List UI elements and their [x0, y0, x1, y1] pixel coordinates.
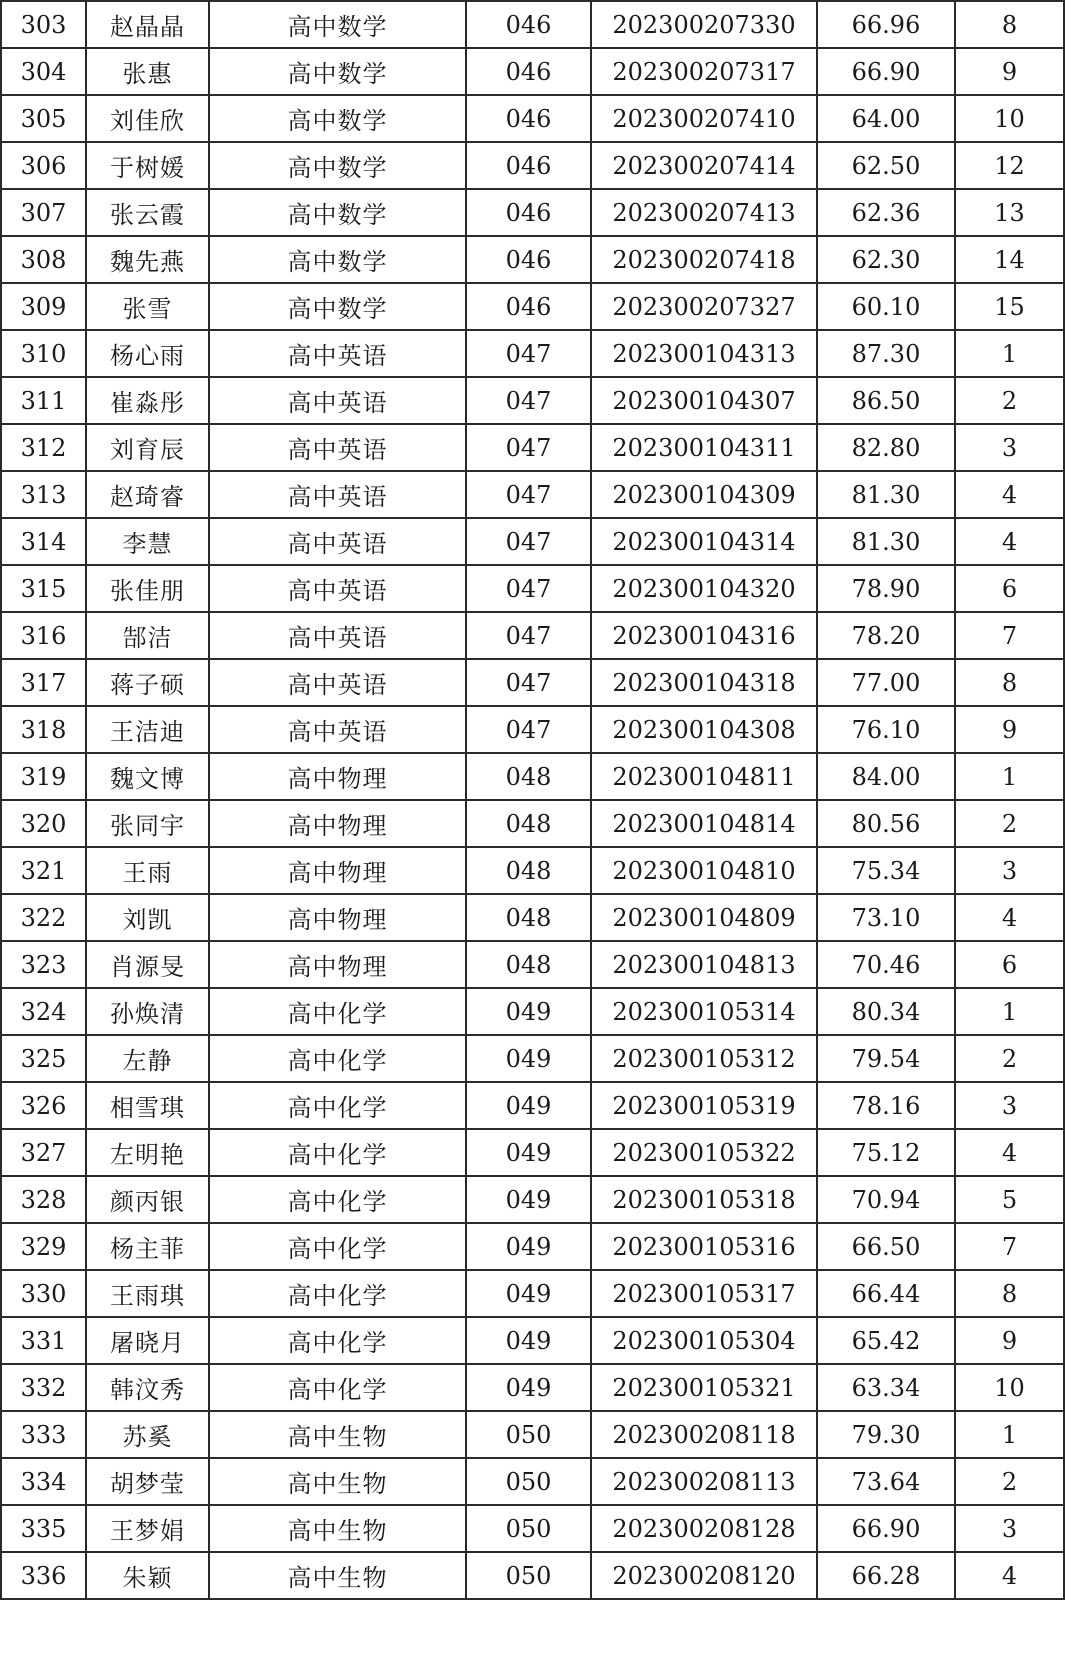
rank-cell: 8	[955, 659, 1064, 706]
candidate-name-cell: 于树媛	[86, 142, 209, 189]
rank-cell: 3	[955, 1505, 1064, 1552]
subject-cell: 高中英语	[209, 612, 466, 659]
row-number-cell: 311	[1, 377, 86, 424]
subject-cell: 高中化学	[209, 1082, 466, 1129]
post-code-cell: 047	[466, 518, 591, 565]
post-code-cell: 049	[466, 1035, 591, 1082]
score-cell: 66.50	[817, 1223, 955, 1270]
table-row	[1, 753, 1064, 800]
post-code-cell: 050	[466, 1505, 591, 1552]
exam-number-cell: 202300104811	[591, 753, 817, 800]
subject-cell: 高中化学	[209, 1129, 466, 1176]
post-code-cell: 046	[466, 189, 591, 236]
table-row	[1, 1411, 1064, 1458]
post-code-cell: 046	[466, 95, 591, 142]
rank-cell: 14	[955, 236, 1064, 283]
post-code-cell: 048	[466, 800, 591, 847]
exam-number-cell: 202300208128	[591, 1505, 817, 1552]
candidate-name-cell: 魏文博	[86, 753, 209, 800]
table-row	[1, 659, 1064, 706]
rank-cell: 4	[955, 894, 1064, 941]
table-row	[1, 800, 1064, 847]
post-code-cell: 047	[466, 612, 591, 659]
score-cell: 65.42	[817, 1317, 955, 1364]
row-number-cell: 318	[1, 706, 86, 753]
post-code-cell: 048	[466, 894, 591, 941]
exam-number-cell: 202300207410	[591, 95, 817, 142]
score-cell: 66.44	[817, 1270, 955, 1317]
score-cell: 78.20	[817, 612, 955, 659]
post-code-cell: 046	[466, 142, 591, 189]
exam-number-cell: 202300104308	[591, 706, 817, 753]
subject-cell: 高中英语	[209, 330, 466, 377]
post-code-cell: 049	[466, 988, 591, 1035]
exam-number-cell: 202300104810	[591, 847, 817, 894]
exam-number-cell: 202300105312	[591, 1035, 817, 1082]
candidate-name-cell: 张惠	[86, 48, 209, 95]
table-row	[1, 847, 1064, 894]
subject-cell: 高中化学	[209, 988, 466, 1035]
score-cell: 80.56	[817, 800, 955, 847]
candidate-name-cell: 杨心雨	[86, 330, 209, 377]
table-row	[1, 1, 1064, 48]
rank-cell: 2	[955, 1458, 1064, 1505]
table-row	[1, 1035, 1064, 1082]
exam-number-cell: 202300105316	[591, 1223, 817, 1270]
rank-cell: 3	[955, 847, 1064, 894]
post-code-cell: 047	[466, 330, 591, 377]
row-number-cell: 307	[1, 189, 86, 236]
subject-cell: 高中英语	[209, 565, 466, 612]
exam-number-cell: 202300104316	[591, 612, 817, 659]
post-code-cell: 047	[466, 565, 591, 612]
post-code-cell: 046	[466, 283, 591, 330]
score-cell: 66.28	[817, 1552, 955, 1599]
score-cell: 82.80	[817, 424, 955, 471]
rank-cell: 1	[955, 988, 1064, 1035]
exam-number-cell: 202300104307	[591, 377, 817, 424]
exam-number-cell: 202300104311	[591, 424, 817, 471]
candidate-name-cell: 胡梦莹	[86, 1458, 209, 1505]
table-row	[1, 894, 1064, 941]
rank-cell: 10	[955, 1364, 1064, 1411]
rank-cell: 8	[955, 1270, 1064, 1317]
rank-cell: 7	[955, 612, 1064, 659]
post-code-cell: 047	[466, 424, 591, 471]
score-cell: 75.34	[817, 847, 955, 894]
candidate-name-cell: 刘佳欣	[86, 95, 209, 142]
candidate-name-cell: 张雪	[86, 283, 209, 330]
row-number-cell: 304	[1, 48, 86, 95]
row-number-cell: 332	[1, 1364, 86, 1411]
score-cell: 78.16	[817, 1082, 955, 1129]
post-code-cell: 047	[466, 377, 591, 424]
row-number-cell: 331	[1, 1317, 86, 1364]
score-cell: 73.64	[817, 1458, 955, 1505]
rank-cell: 5	[955, 1176, 1064, 1223]
post-code-cell: 049	[466, 1082, 591, 1129]
exam-number-cell: 202300104814	[591, 800, 817, 847]
exam-number-cell: 202300104309	[591, 471, 817, 518]
subject-cell: 高中数学	[209, 283, 466, 330]
table-row	[1, 565, 1064, 612]
table-row	[1, 471, 1064, 518]
subject-cell: 高中数学	[209, 189, 466, 236]
score-cell: 63.34	[817, 1364, 955, 1411]
subject-cell: 高中数学	[209, 95, 466, 142]
rank-cell: 3	[955, 424, 1064, 471]
row-number-cell: 324	[1, 988, 86, 1035]
exam-number-cell: 202300207413	[591, 189, 817, 236]
row-number-cell: 322	[1, 894, 86, 941]
candidate-name-cell: 蒋子硕	[86, 659, 209, 706]
exam-number-cell: 202300105321	[591, 1364, 817, 1411]
table-row	[1, 424, 1064, 471]
rank-cell: 13	[955, 189, 1064, 236]
candidate-name-cell: 张佳朋	[86, 565, 209, 612]
row-number-cell: 317	[1, 659, 86, 706]
post-code-cell: 046	[466, 236, 591, 283]
exam-number-cell: 202300208118	[591, 1411, 817, 1458]
exam-number-cell: 202300104320	[591, 565, 817, 612]
rank-cell: 7	[955, 1223, 1064, 1270]
subject-cell: 高中数学	[209, 236, 466, 283]
post-code-cell: 049	[466, 1176, 591, 1223]
rank-cell: 4	[955, 1552, 1064, 1599]
exam-number-cell: 202300105304	[591, 1317, 817, 1364]
exam-number-cell: 202300104314	[591, 518, 817, 565]
candidate-name-cell: 相雪琪	[86, 1082, 209, 1129]
candidate-name-cell: 刘凯	[86, 894, 209, 941]
candidate-name-cell: 李慧	[86, 518, 209, 565]
post-code-cell: 049	[466, 1129, 591, 1176]
candidate-name-cell: 魏先燕	[86, 236, 209, 283]
row-number-cell: 313	[1, 471, 86, 518]
exam-number-cell: 202300207317	[591, 48, 817, 95]
score-cell: 76.10	[817, 706, 955, 753]
subject-cell: 高中英语	[209, 471, 466, 518]
post-code-cell: 046	[466, 48, 591, 95]
rank-cell: 1	[955, 1411, 1064, 1458]
subject-cell: 高中生物	[209, 1458, 466, 1505]
row-number-cell: 333	[1, 1411, 86, 1458]
rank-cell: 4	[955, 1129, 1064, 1176]
candidate-name-cell: 王洁迪	[86, 706, 209, 753]
row-number-cell: 315	[1, 565, 86, 612]
row-number-cell: 329	[1, 1223, 86, 1270]
results-table-body	[1, 1, 1064, 1599]
candidate-name-cell: 郜洁	[86, 612, 209, 659]
score-cell: 77.00	[817, 659, 955, 706]
subject-cell: 高中物理	[209, 894, 466, 941]
post-code-cell: 046	[466, 1, 591, 48]
exam-number-cell: 202300105314	[591, 988, 817, 1035]
subject-cell: 高中化学	[209, 1035, 466, 1082]
candidate-name-cell: 张云霞	[86, 189, 209, 236]
table-row	[1, 236, 1064, 283]
table-row	[1, 283, 1064, 330]
candidate-name-cell: 刘育辰	[86, 424, 209, 471]
row-number-cell: 303	[1, 1, 86, 48]
rank-cell: 3	[955, 1082, 1064, 1129]
row-number-cell: 310	[1, 330, 86, 377]
row-number-cell: 319	[1, 753, 86, 800]
subject-cell: 高中英语	[209, 377, 466, 424]
score-cell: 62.36	[817, 189, 955, 236]
table-row	[1, 1270, 1064, 1317]
row-number-cell: 335	[1, 1505, 86, 1552]
score-cell: 87.30	[817, 330, 955, 377]
rank-cell: 2	[955, 377, 1064, 424]
exam-number-cell: 202300104318	[591, 659, 817, 706]
rank-cell: 9	[955, 1317, 1064, 1364]
rank-cell: 9	[955, 48, 1064, 95]
candidate-name-cell: 赵琦睿	[86, 471, 209, 518]
table-row	[1, 1552, 1064, 1599]
candidate-name-cell: 屠晓月	[86, 1317, 209, 1364]
table-row	[1, 377, 1064, 424]
row-number-cell: 320	[1, 800, 86, 847]
score-cell: 81.30	[817, 471, 955, 518]
row-number-cell: 308	[1, 236, 86, 283]
score-cell: 81.30	[817, 518, 955, 565]
score-cell: 75.12	[817, 1129, 955, 1176]
subject-cell: 高中生物	[209, 1552, 466, 1599]
score-cell: 66.90	[817, 48, 955, 95]
rank-cell: 1	[955, 330, 1064, 377]
candidate-name-cell: 韩汶秀	[86, 1364, 209, 1411]
subject-cell: 高中数学	[209, 142, 466, 189]
subject-cell: 高中英语	[209, 706, 466, 753]
row-number-cell: 316	[1, 612, 86, 659]
table-row	[1, 95, 1064, 142]
post-code-cell: 048	[466, 753, 591, 800]
candidate-name-cell: 王梦娟	[86, 1505, 209, 1552]
candidate-name-cell: 苏奚	[86, 1411, 209, 1458]
table-row	[1, 1505, 1064, 1552]
row-number-cell: 334	[1, 1458, 86, 1505]
rank-cell: 4	[955, 471, 1064, 518]
candidate-name-cell: 孙焕清	[86, 988, 209, 1035]
row-number-cell: 327	[1, 1129, 86, 1176]
table-row	[1, 518, 1064, 565]
row-number-cell: 314	[1, 518, 86, 565]
post-code-cell: 049	[466, 1364, 591, 1411]
exam-number-cell: 202300208120	[591, 1552, 817, 1599]
subject-cell: 高中化学	[209, 1317, 466, 1364]
exam-number-cell: 202300105318	[591, 1176, 817, 1223]
exam-number-cell: 202300207330	[591, 1, 817, 48]
score-cell: 79.54	[817, 1035, 955, 1082]
row-number-cell: 325	[1, 1035, 86, 1082]
exam-number-cell: 202300104813	[591, 941, 817, 988]
score-cell: 84.00	[817, 753, 955, 800]
subject-cell: 高中化学	[209, 1223, 466, 1270]
exam-number-cell: 202300104809	[591, 894, 817, 941]
post-code-cell: 050	[466, 1411, 591, 1458]
table-row	[1, 941, 1064, 988]
row-number-cell: 312	[1, 424, 86, 471]
table-row	[1, 142, 1064, 189]
table-row	[1, 1176, 1064, 1223]
post-code-cell: 047	[466, 471, 591, 518]
rank-cell: 1	[955, 753, 1064, 800]
post-code-cell: 049	[466, 1317, 591, 1364]
candidate-name-cell: 张同宇	[86, 800, 209, 847]
rank-cell: 2	[955, 1035, 1064, 1082]
table-row	[1, 330, 1064, 377]
rank-cell: 9	[955, 706, 1064, 753]
candidate-name-cell: 肖源旻	[86, 941, 209, 988]
post-code-cell: 050	[466, 1458, 591, 1505]
row-number-cell: 326	[1, 1082, 86, 1129]
table-row	[1, 1364, 1064, 1411]
table-row	[1, 706, 1064, 753]
row-number-cell: 305	[1, 95, 86, 142]
post-code-cell: 047	[466, 659, 591, 706]
score-cell: 60.10	[817, 283, 955, 330]
candidate-name-cell: 王雨	[86, 847, 209, 894]
rank-cell: 10	[955, 95, 1064, 142]
table-row	[1, 612, 1064, 659]
subject-cell: 高中物理	[209, 847, 466, 894]
post-code-cell: 049	[466, 1270, 591, 1317]
table-row	[1, 1317, 1064, 1364]
subject-cell: 高中物理	[209, 800, 466, 847]
rank-cell: 8	[955, 1, 1064, 48]
subject-cell: 高中化学	[209, 1364, 466, 1411]
row-number-cell: 309	[1, 283, 86, 330]
subject-cell: 高中英语	[209, 659, 466, 706]
score-cell: 86.50	[817, 377, 955, 424]
exam-number-cell: 202300104313	[591, 330, 817, 377]
candidate-name-cell: 左静	[86, 1035, 209, 1082]
exam-number-cell: 202300207414	[591, 142, 817, 189]
row-number-cell: 336	[1, 1552, 86, 1599]
score-cell: 62.50	[817, 142, 955, 189]
row-number-cell: 330	[1, 1270, 86, 1317]
score-cell: 73.10	[817, 894, 955, 941]
table-row	[1, 1458, 1064, 1505]
score-cell: 78.90	[817, 565, 955, 612]
subject-cell: 高中数学	[209, 48, 466, 95]
score-cell: 66.90	[817, 1505, 955, 1552]
rank-cell: 4	[955, 518, 1064, 565]
row-number-cell: 321	[1, 847, 86, 894]
exam-number-cell: 202300105322	[591, 1129, 817, 1176]
score-cell: 66.96	[817, 1, 955, 48]
table-row	[1, 189, 1064, 236]
post-code-cell: 047	[466, 706, 591, 753]
rank-cell: 6	[955, 565, 1064, 612]
post-code-cell: 048	[466, 847, 591, 894]
score-cell: 70.94	[817, 1176, 955, 1223]
score-cell: 62.30	[817, 236, 955, 283]
candidate-name-cell: 赵晶晶	[86, 1, 209, 48]
rank-cell: 15	[955, 283, 1064, 330]
subject-cell: 高中英语	[209, 424, 466, 471]
candidate-name-cell: 朱颖	[86, 1552, 209, 1599]
table-row	[1, 48, 1064, 95]
rank-cell: 6	[955, 941, 1064, 988]
score-cell: 70.46	[817, 941, 955, 988]
subject-cell: 高中英语	[209, 518, 466, 565]
subject-cell: 高中物理	[209, 941, 466, 988]
exam-number-cell: 202300207418	[591, 236, 817, 283]
exam-number-cell: 202300105319	[591, 1082, 817, 1129]
table-row	[1, 1082, 1064, 1129]
score-cell: 64.00	[817, 95, 955, 142]
post-code-cell: 049	[466, 1223, 591, 1270]
rank-cell: 2	[955, 800, 1064, 847]
exam-number-cell: 202300105317	[591, 1270, 817, 1317]
subject-cell: 高中化学	[209, 1176, 466, 1223]
subject-cell: 高中生物	[209, 1505, 466, 1552]
table-row	[1, 1129, 1064, 1176]
subject-cell: 高中化学	[209, 1270, 466, 1317]
subject-cell: 高中数学	[209, 1, 466, 48]
table-row	[1, 1223, 1064, 1270]
score-cell: 79.30	[817, 1411, 955, 1458]
candidate-name-cell: 王雨琪	[86, 1270, 209, 1317]
subject-cell: 高中物理	[209, 753, 466, 800]
subject-cell: 高中生物	[209, 1411, 466, 1458]
score-cell: 80.34	[817, 988, 955, 1035]
row-number-cell: 323	[1, 941, 86, 988]
candidate-name-cell: 崔淼彤	[86, 377, 209, 424]
post-code-cell: 050	[466, 1552, 591, 1599]
row-number-cell: 306	[1, 142, 86, 189]
rank-cell: 12	[955, 142, 1064, 189]
candidate-name-cell: 左明艳	[86, 1129, 209, 1176]
candidate-name-cell: 颜丙银	[86, 1176, 209, 1223]
exam-number-cell: 202300207327	[591, 283, 817, 330]
row-number-cell: 328	[1, 1176, 86, 1223]
post-code-cell: 048	[466, 941, 591, 988]
table-row	[1, 988, 1064, 1035]
exam-number-cell: 202300208113	[591, 1458, 817, 1505]
candidate-name-cell: 杨主菲	[86, 1223, 209, 1270]
